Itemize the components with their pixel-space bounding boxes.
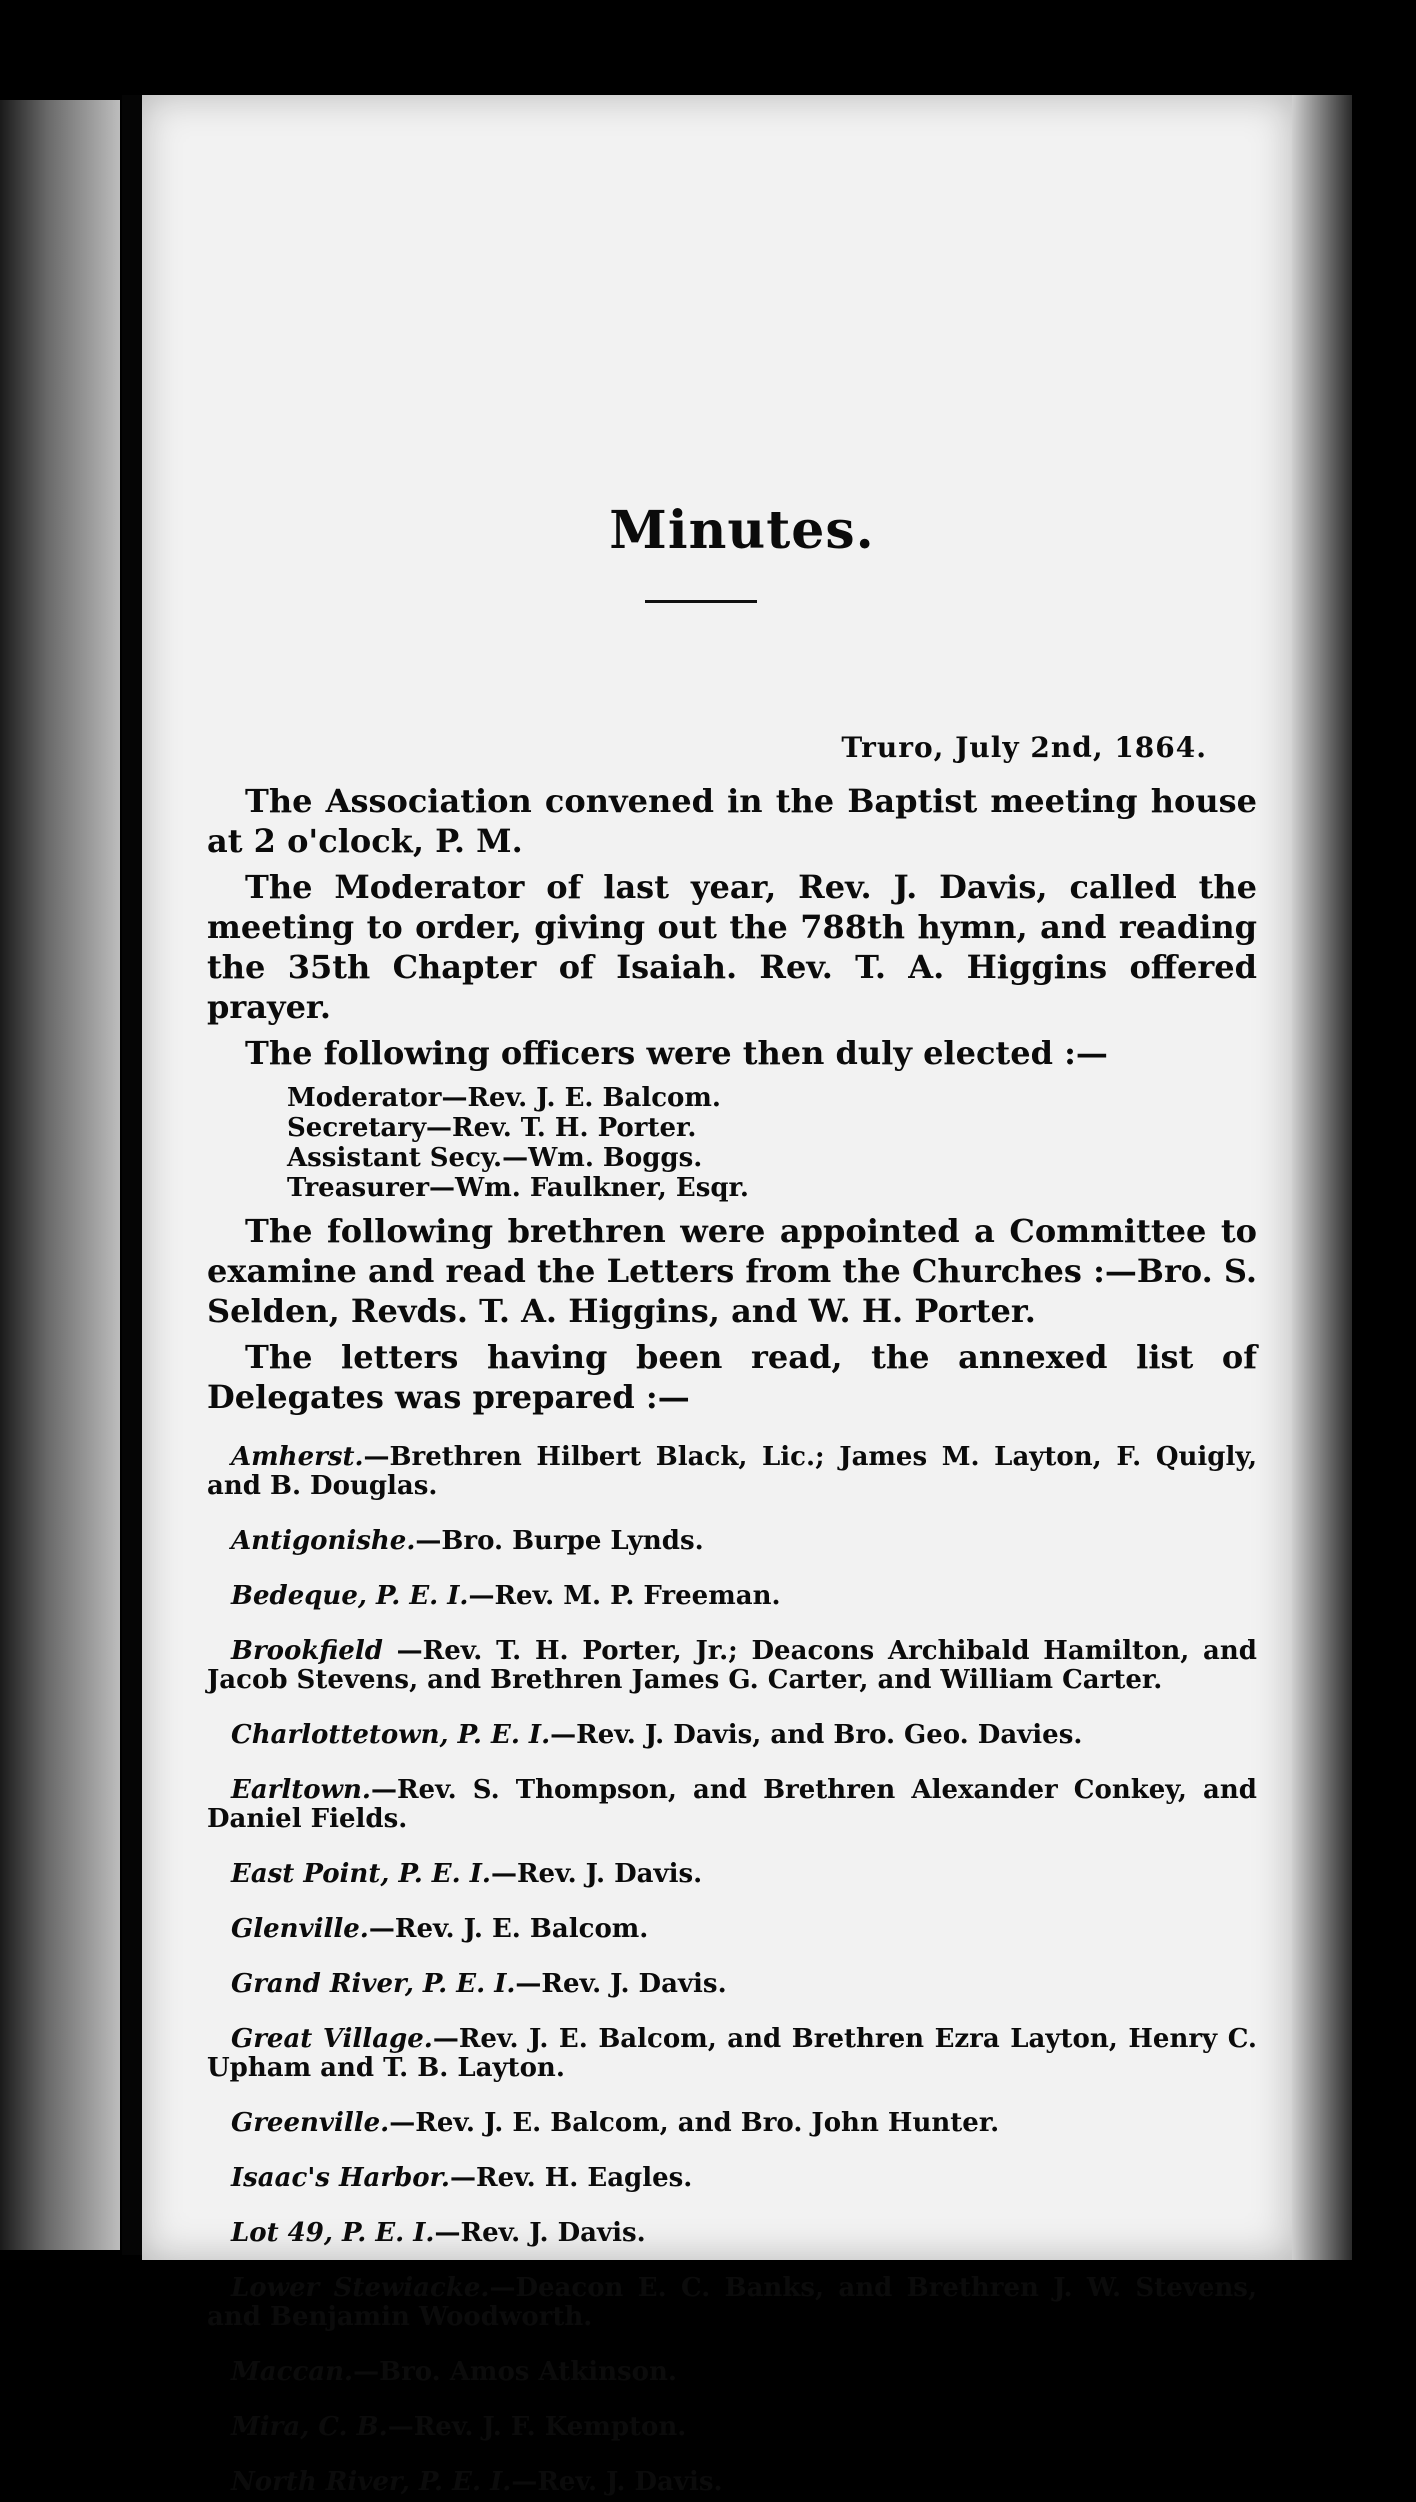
delegate-names: —Bro. Amos Atkinson. bbox=[353, 2357, 677, 2387]
delegate-place: Greenville. bbox=[231, 2108, 390, 2138]
paragraph: The following brethren were appointed a Committee to examine and read the Letters from the Churches :—Bro. S. Selden, Revds. T. A. Higgins, and W. H. Porter. bbox=[207, 1212, 1257, 1330]
delegate-place: Lower Stewiacke. bbox=[231, 2273, 490, 2303]
delegates-list bbox=[207, 1443, 1257, 2497]
title-rule bbox=[645, 600, 757, 603]
delegate-names: —Rev. J. Davis, and Bro. Geo. Davies. bbox=[550, 1720, 1083, 1750]
delegate-entry bbox=[207, 2358, 1257, 2387]
delegate-place: Isaac's Harbor. bbox=[231, 2163, 450, 2193]
delegate-place: Bedeque, P. E. I. bbox=[231, 1581, 469, 1611]
delegate-entry bbox=[207, 1527, 1257, 1556]
delegate-names: —Rev. J. Davis. bbox=[434, 2218, 646, 2248]
paragraph: The Moderator of last year, Rev. J. Davis, called the meeting to order, giving out the 788th hymn, and reading the 35th Chapter of Isaiah. Rev. T. A. Higgins offered prayer. bbox=[207, 868, 1257, 1026]
delegate-names: —Rev. J. E. Balcom, and Bro. John Hunter. bbox=[389, 2108, 1000, 2138]
delegate-names: —Rev. J. Davis. bbox=[511, 2467, 723, 2497]
officer-line: Secretary—Rev. T. H. Porter. bbox=[287, 1113, 697, 1143]
delegate-names: —Rev. J. Davis. bbox=[490, 1859, 703, 1889]
delegate-entry bbox=[207, 2468, 1257, 2497]
delegate-entry bbox=[207, 1582, 1257, 1611]
delegate-names: —Rev. T. H. Porter, Jr.; Deacons Archibald Hamilton, and Jacob Stevens, and Brethren James G. Carter, and William Carter. bbox=[207, 1636, 1257, 1695]
delegate-entry bbox=[207, 1776, 1257, 1834]
delegate-place: Great Village. bbox=[231, 2024, 433, 2054]
delegate-place: Maccan. bbox=[231, 2357, 354, 2387]
delegate-entry bbox=[207, 1970, 1257, 1999]
delegate-names: —Bro. Burpe Lynds. bbox=[415, 1526, 704, 1556]
delegate-place: Lot 49, P. E. I. bbox=[231, 2218, 435, 2248]
officer-line: Treasurer—Wm. Faulkner, Esqr. bbox=[287, 1173, 749, 1203]
minutes-body bbox=[207, 731, 1257, 2502]
page-gutter bbox=[122, 95, 142, 2255]
officers-list bbox=[287, 1083, 1257, 1203]
delegate-entry bbox=[207, 2109, 1257, 2138]
delegate-entry bbox=[207, 2274, 1257, 2332]
delegate-names: —Rev. M. P. Freeman. bbox=[468, 1581, 781, 1611]
delegate-names: —Rev. H. Eagles. bbox=[449, 2163, 693, 2193]
delegate-place: Glenville. bbox=[231, 1914, 369, 1944]
paragraph: The following officers were then duly elected :— bbox=[245, 1034, 1108, 1072]
delegate-place: Earltown. bbox=[231, 1775, 371, 1805]
delegate-names: —Rev. J. Davis. bbox=[515, 1969, 727, 1999]
adjacent-page-edge bbox=[0, 100, 120, 2250]
delegate-place: Antigonishe. bbox=[231, 1526, 416, 1556]
officer-line: Moderator—Rev. J. E. Balcom. bbox=[287, 1083, 721, 1113]
delegate-entry bbox=[207, 1860, 1257, 1889]
delegate-entry bbox=[207, 1637, 1257, 1695]
paragraph: The Association convened in the Baptist meeting house at 2 o'clock, P. M. bbox=[207, 782, 1257, 860]
delegate-entry bbox=[207, 1915, 1257, 1944]
delegate-names: —Rev. J. F. Kempton. bbox=[387, 2412, 687, 2442]
delegate-names: —Deacon E. C. Banks, and Brethren J. W. Stevens, and Benjamin Woodworth. bbox=[207, 2273, 1257, 2332]
delegate-entry bbox=[207, 1721, 1257, 1750]
dateline: Truro, July 2nd, 1864. bbox=[841, 731, 1207, 764]
delegate-names: —Rev. J. E. Balcom. bbox=[368, 1914, 649, 1944]
paragraph: The letters having been read, the annexed list of Delegates was prepared :— bbox=[207, 1338, 1257, 1416]
delegate-place: East Point, P. E. I. bbox=[231, 1859, 491, 1889]
delegate-place: Mira, C. B. bbox=[231, 2412, 388, 2442]
delegate-names: —Rev. S. Thompson, and Brethren Alexander Conkey, and Daniel Fields. bbox=[207, 1775, 1257, 1834]
delegate-entry bbox=[207, 2413, 1257, 2442]
delegate-names: —Rev. J. E. Balcom, and Brethren Ezra Layton, Henry C. Upham and T. B. Layton. bbox=[207, 2024, 1257, 2083]
delegate-entry bbox=[207, 1443, 1257, 1501]
delegate-entry bbox=[207, 2164, 1257, 2193]
delegate-names: —Brethren Hilbert Black, Lic.; James M. Layton, F. Quigly, and B. Douglas. bbox=[207, 1442, 1257, 1501]
delegate-place: North River, P. E. I. bbox=[231, 2467, 512, 2497]
delegate-entry bbox=[207, 2025, 1257, 2083]
page-title: Minutes. bbox=[609, 500, 875, 561]
delegate-entry bbox=[207, 2219, 1257, 2248]
right-page-edge bbox=[1292, 95, 1352, 2260]
document-page bbox=[142, 95, 1292, 2497]
delegate-place: Brookfield bbox=[231, 1636, 383, 1666]
delegate-place: Amherst. bbox=[231, 1442, 364, 1472]
officer-line: Assistant Secy.—Wm. Boggs. bbox=[287, 1143, 703, 1173]
delegate-place: Charlottetown, P. E. I. bbox=[231, 1720, 551, 1750]
delegate-place: Grand River, P. E. I. bbox=[231, 1969, 516, 1999]
